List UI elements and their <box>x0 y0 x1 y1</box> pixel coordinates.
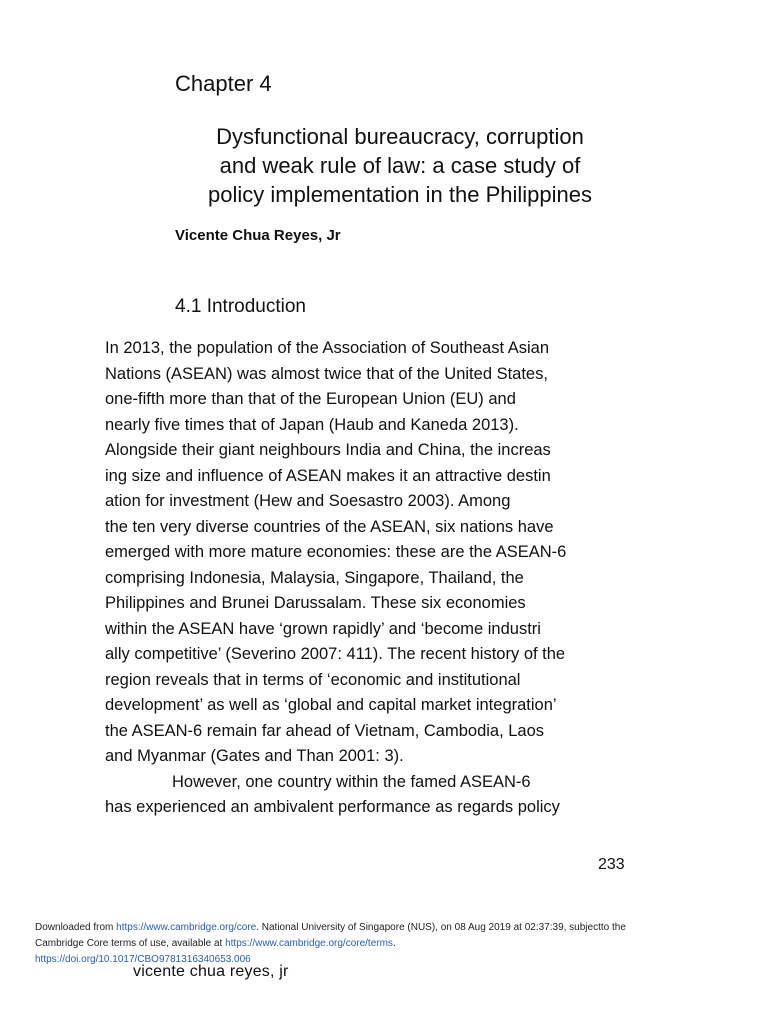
body-line: Philippines and Brunei Darussalam. These six economies <box>105 594 526 612</box>
body-line: Nations (ASEAN) was almost twice that of the United States, <box>105 364 548 383</box>
body-line: region reveals that in terms of ‘economic and institutional <box>105 670 521 689</box>
footer-line <box>35 936 735 952</box>
body-line: the ASEAN-6 remain far ahead of Vietnam, Cambodia, Laos <box>105 721 545 740</box>
doi-link[interactable]: https://doi.org/10.1017/CBO9781316340653.006 <box>35 954 251 965</box>
body-line: one-fifth more than that of the European Union (EU) and <box>105 390 516 408</box>
chapter-title-line: Dysfunctional bureaucracy, corruption <box>216 124 584 149</box>
body-line: nearly five times that of Japan (Haub and Kaneda 2013). <box>105 415 519 434</box>
body-line: ally competitive’ (Severino 2007: 411). The recent history of the <box>105 645 566 663</box>
footer-text: . National University of Singapore (NUS), on 08 Aug 2019 at 02:37:39, subjectto the <box>256 922 626 933</box>
body-line: In 2013, the population of the Association of Southeast Asian <box>105 339 549 357</box>
footer-line <box>35 920 735 936</box>
body-text <box>105 336 705 821</box>
running-head: vicente chua reyes, jr <box>133 963 289 980</box>
body-line: and Myanmar (Gates and Than 2001: 3). <box>105 747 404 765</box>
chapter-title-line: policy implementation in the Philippines <box>208 182 592 207</box>
body-line: Alongside their giant neighbours India and China, the increas <box>105 441 551 459</box>
footer-text: . <box>392 938 396 949</box>
body-line: comprising Indonesia, Malaysia, Singapore, Thailand, the <box>105 568 524 587</box>
author-name: Vicente Chua Reyes, Jr <box>175 227 341 244</box>
body-line: ation for investment (Hew and Soesastro 2003). Among <box>105 492 511 510</box>
body-line: emerged with more mature economies: these are the ASEAN-6 <box>105 543 567 561</box>
chapter-label: Chapter 4 <box>175 71 272 96</box>
core-link[interactable]: https://www.cambridge.org/core <box>116 922 257 933</box>
body-line: has experienced an ambivalent performance as regards policy <box>105 798 560 816</box>
terms-link[interactable]: https://www.cambridge.org/core/terms <box>225 938 393 949</box>
body-line: the ten very diverse countries of the ASEAN, six nations have <box>105 517 554 536</box>
chapter-title-line: and weak rule of law: a case study of <box>219 153 581 178</box>
body-line: ing size and influence of ASEAN makes it an attractive destin <box>105 466 551 485</box>
body-line: within the ASEAN have ‘grown rapidly’ and ‘become industri <box>105 619 541 638</box>
chapter-title <box>140 122 660 209</box>
download-footer <box>35 920 735 968</box>
body-line: However, one country within the famed ASEAN-6 <box>172 772 531 791</box>
footer-text: Cambridge Core terms of use, available at <box>35 938 226 949</box>
body-line: development’ as well as ‘global and capital market integration’ <box>105 696 557 714</box>
footer-text: Downloaded from <box>35 922 117 933</box>
page-number: 233 <box>598 856 625 873</box>
section-heading: 4.1 Introduction <box>175 296 306 317</box>
